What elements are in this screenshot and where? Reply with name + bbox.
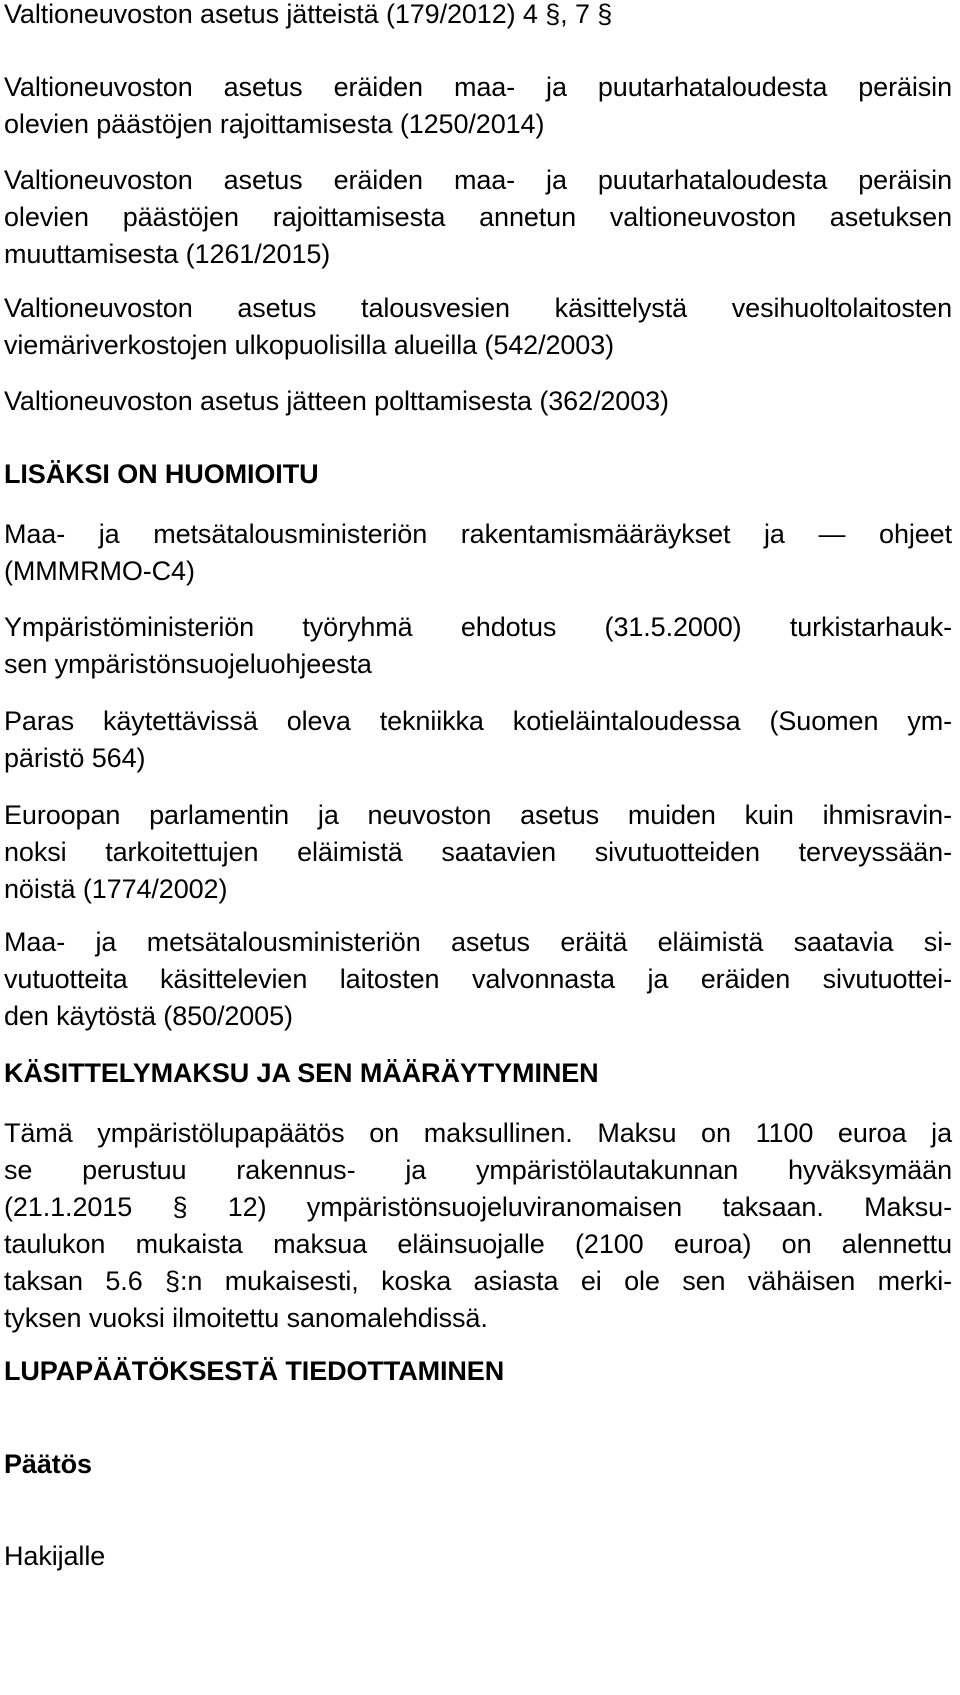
text-line: Paras käytettävissä oleva tekniikka kotieläintaloudessa (Suomen ym- xyxy=(4,706,952,736)
section-heading: LUPAPÄÄTÖKSESTÄ TIEDOTTAMINEN xyxy=(4,1356,505,1386)
paragraph-regulation-amendment xyxy=(4,162,952,273)
paragraph-regulation-household-water xyxy=(4,290,952,364)
text-line: (MMMRMO-C4) xyxy=(4,556,195,586)
text-line: den käytöstä (850/2005) xyxy=(4,1001,293,1031)
text-line: Valtioneuvoston asetus jätteen polttamisesta (362/2003) xyxy=(4,386,669,416)
section-heading-also-considered xyxy=(4,456,952,493)
text-line: päristö 564) xyxy=(4,743,146,773)
text-line: Maa- ja metsätalousministeriön rakentamismääräykset ja — ohjeet xyxy=(4,519,952,549)
section-heading-processing-fee xyxy=(4,1055,952,1092)
text-line: noksi tarkoitettujen eläimistä saatavien sivutuotteiden terveyssään- xyxy=(4,837,952,867)
paragraph-regulation-waste-incineration xyxy=(4,383,952,420)
text-line: taksan 5.6 §:n mukaisesti, koska asiasta ei ole sen vähäisen merki- xyxy=(4,1266,952,1296)
paragraph-ministry-regulation-byproducts xyxy=(4,924,952,1035)
text-line: nöistä (1774/2002) xyxy=(4,874,228,904)
text-line: Maa- ja metsätalousministeriön asetus eräitä eläimistä saatavia si- xyxy=(4,927,952,957)
paragraph-working-group-proposal xyxy=(4,609,952,683)
text-line: taulukon mukaista maksua eläinsuojalle (2100 euroa) on alennettu xyxy=(4,1229,952,1259)
text-line: Valtioneuvoston asetus eräiden maa- ja puutarhataloudesta peräisin xyxy=(4,165,952,195)
text-line: sen ympäristönsuojeluohjeesta xyxy=(4,649,372,679)
text-line: vutuotteita käsittelevien laitosten valvonnasta ja eräiden sivutuottei- xyxy=(4,964,952,994)
subheading: Päätös xyxy=(4,1449,92,1479)
paragraph-best-available-technique xyxy=(4,703,952,777)
paragraph-eu-regulation-byproducts xyxy=(4,797,952,908)
text-line: Valtioneuvoston asetus eräiden maa- ja puutarhataloudesta peräisin xyxy=(4,72,952,102)
text-line: Hakijalle xyxy=(4,1541,106,1571)
text-line: Ympäristöministeriön työryhmä ehdotus (31.5.2000) turkistarhauk- xyxy=(4,612,952,642)
section-heading: KÄSITTELYMAKSU JA SEN MÄÄRÄYTYMINEN xyxy=(4,1058,599,1088)
paragraph-ministry-building-regulations xyxy=(4,516,952,590)
text-line: olevien päästöjen rajoittamisesta (1250/2014) xyxy=(4,109,545,139)
text-line: olevien päästöjen rajoittamisesta annetun valtioneuvoston asetuksen xyxy=(4,202,952,232)
paragraph-regulation-agriculture-emissions xyxy=(4,69,952,143)
text-line: Euroopan parlamentin ja neuvoston asetus muiden kuin ihmisravin- xyxy=(4,800,952,830)
text-line: se perustuu rakennus- ja ympäristölautakunnan hyväksymään xyxy=(4,1155,952,1185)
paragraph-regulation-waste xyxy=(4,0,952,33)
section-heading-decision-notification xyxy=(4,1353,952,1390)
text-line: Valtioneuvoston asetus jätteistä (179/2012) 4 §, 7 § xyxy=(4,0,613,29)
subheading-decision xyxy=(4,1446,952,1483)
text-line: tyksen vuoksi ilmoitettu sanomalehdissä. xyxy=(4,1303,488,1333)
text-line: Valtioneuvoston asetus talousvesien käsittelystä vesihuoltolaitosten xyxy=(4,293,952,323)
text-line: viemäriverkostojen ulkopuolisilla alueilla (542/2003) xyxy=(4,330,615,360)
text-line: (21.1.2015 § 12) ympäristönsuojeluviranomaisen taksaan. Maksu- xyxy=(4,1192,952,1222)
text-line: muuttamisesta (1261/2015) xyxy=(4,239,331,269)
section-heading: LISÄKSI ON HUOMIOITU xyxy=(4,459,319,489)
paragraph-to-applicant xyxy=(4,1538,952,1575)
paragraph-fee-description xyxy=(4,1115,952,1337)
text-line: Tämä ympäristölupapäätös on maksullinen. Maksu on 1100 euroa ja xyxy=(4,1118,952,1148)
